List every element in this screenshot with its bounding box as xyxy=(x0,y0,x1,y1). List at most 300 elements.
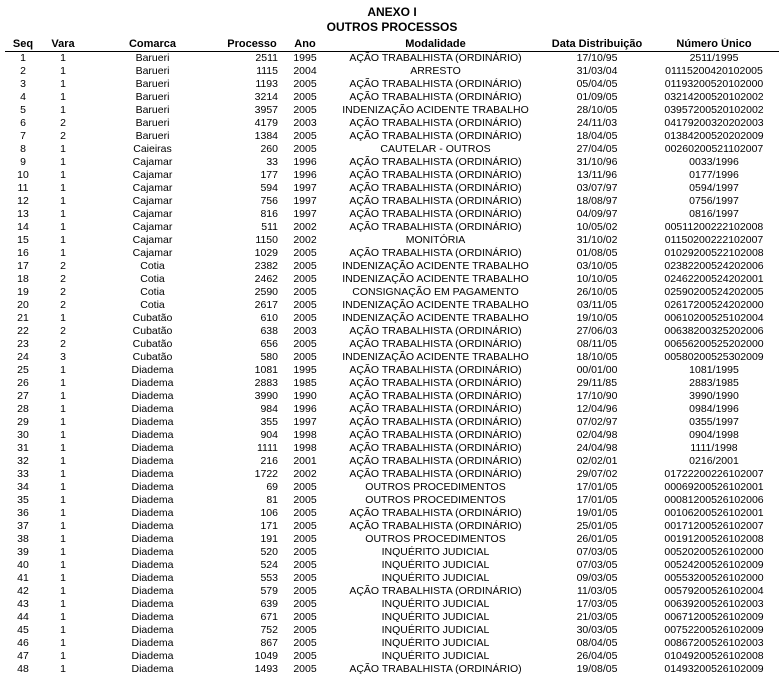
cell-ano: 2005 xyxy=(293,494,317,506)
header-processo: Processo xyxy=(220,38,284,52)
cell-vara: 1 xyxy=(60,221,66,233)
cell-vara: 1 xyxy=(60,442,66,454)
table-row xyxy=(5,208,779,221)
cell-modalidade: INDENIZAÇÃO ACIDENTE TRABALHO xyxy=(342,260,529,272)
cell-processo: 1493 xyxy=(254,663,278,675)
cell-vara: 1 xyxy=(60,195,66,207)
cell-vara: 1 xyxy=(60,520,66,532)
cell-ano: 2005 xyxy=(293,247,317,259)
cell-comarca: Diadema xyxy=(131,520,174,532)
cell-processo: 106 xyxy=(260,507,278,519)
cell-ano: 1985 xyxy=(293,377,317,389)
cell-comarca: Diadema xyxy=(131,624,174,636)
cell-numero-unico: 0594/1997 xyxy=(689,182,739,194)
header-vara: Vara xyxy=(41,38,85,52)
cell-seq: 8 xyxy=(20,143,26,155)
cell-processo: 1150 xyxy=(255,234,278,246)
cell-vara: 1 xyxy=(60,611,66,623)
cell-vara: 1 xyxy=(60,468,66,480)
cell-modalidade: AÇÃO TRABALHISTA (ORDINÁRIO) xyxy=(349,156,522,168)
table-row xyxy=(5,260,779,273)
cell-seq: 24 xyxy=(17,351,29,363)
cell-vara: 2 xyxy=(60,338,66,350)
cell-ano: 2005 xyxy=(293,533,317,545)
cell-numero-unico: 03214200520102002 xyxy=(664,91,764,103)
cell-modalidade: AÇÃO TRABALHISTA (ORDINÁRIO) xyxy=(349,117,522,129)
cell-data-distribuicao: 19/08/05 xyxy=(576,663,618,675)
cell-vara: 1 xyxy=(60,143,66,155)
cell-ano: 2005 xyxy=(293,104,317,116)
cell-seq: 47 xyxy=(17,650,29,662)
cell-comarca: Cotia xyxy=(140,260,165,272)
cell-data-distribuicao: 08/11/05 xyxy=(576,338,618,350)
cell-seq: 13 xyxy=(17,208,29,220)
cell-processo: 638 xyxy=(260,325,278,337)
cell-vara: 1 xyxy=(60,507,66,519)
header-ano: Ano xyxy=(284,38,326,52)
cell-ano: 1995 xyxy=(293,52,317,64)
cell-ano: 1996 xyxy=(293,403,317,415)
cell-data-distribuicao: 03/10/05 xyxy=(576,260,618,272)
table-row xyxy=(5,312,779,325)
cell-comarca: Cajamar xyxy=(132,156,173,168)
cell-comarca: Cajamar xyxy=(132,247,173,259)
table-row xyxy=(5,533,779,546)
cell-numero-unico: 04179200320202003 xyxy=(664,117,764,129)
cell-data-distribuicao: 05/04/05 xyxy=(576,78,618,90)
cell-seq: 10 xyxy=(17,169,29,181)
cell-ano: 2002 xyxy=(293,468,317,480)
cell-data-distribuicao: 28/10/05 xyxy=(576,104,618,116)
cell-processo: 904 xyxy=(260,429,278,441)
cell-comarca: Diadema xyxy=(131,507,174,519)
cell-numero-unico: 0904/1998 xyxy=(689,429,739,441)
cell-processo: 33 xyxy=(266,156,278,168)
cell-data-distribuicao: 29/07/02 xyxy=(576,468,618,480)
cell-numero-unico: 01049200526102008 xyxy=(664,650,764,662)
cell-numero-unico: 00610200525102004 xyxy=(664,312,764,324)
cell-seq: 29 xyxy=(17,416,29,428)
cell-processo: 553 xyxy=(260,572,278,584)
cell-vara: 2 xyxy=(60,325,66,337)
cell-comarca: Diadema xyxy=(131,416,174,428)
cell-processo: 81 xyxy=(266,494,278,506)
cell-processo: 579 xyxy=(260,585,278,597)
table-row xyxy=(5,494,779,507)
cell-processo: 656 xyxy=(260,338,278,350)
cell-data-distribuicao: 17/01/05 xyxy=(576,494,618,506)
cell-ano: 2005 xyxy=(293,598,317,610)
table-row xyxy=(5,624,779,637)
cell-numero-unico: 00579200526102004 xyxy=(664,585,764,597)
cell-vara: 1 xyxy=(60,455,66,467)
cell-processo: 2617 xyxy=(254,299,278,311)
cell-numero-unico: 01493200526102009 xyxy=(664,663,764,675)
cell-modalidade: INQUÉRITO JUDICIAL xyxy=(381,650,490,662)
cell-processo: 3957 xyxy=(254,104,278,116)
cell-seq: 30 xyxy=(17,429,29,441)
cell-seq: 36 xyxy=(17,507,29,519)
cell-data-distribuicao: 17/01/05 xyxy=(576,481,618,493)
cell-modalidade: AÇÃO TRABALHISTA (ORDINÁRIO) xyxy=(349,520,522,532)
table-row xyxy=(5,520,779,533)
cell-comarca: Barueri xyxy=(135,65,170,77)
cell-modalidade: INQUÉRITO JUDICIAL xyxy=(381,624,490,636)
cell-modalidade: INDENIZAÇÃO ACIDENTE TRABALHO xyxy=(342,273,529,285)
cell-ano: 2005 xyxy=(293,130,317,142)
cell-processo: 177 xyxy=(260,169,278,181)
cell-modalidade: AÇÃO TRABALHISTA (ORDINÁRIO) xyxy=(349,208,522,220)
cell-comarca: Barueri xyxy=(135,117,170,129)
cell-data-distribuicao: 07/02/97 xyxy=(576,416,618,428)
cell-processo: 3990 xyxy=(254,390,278,402)
cell-seq: 5 xyxy=(20,104,26,116)
cell-numero-unico: 00524200526102009 xyxy=(664,559,764,571)
cell-comarca: Diadema xyxy=(131,637,174,649)
table-row xyxy=(5,221,779,234)
cell-processo: 511 xyxy=(261,221,278,233)
cell-modalidade: AÇÃO TRABALHISTA (ORDINÁRIO) xyxy=(349,429,522,441)
cell-processo: 4179 xyxy=(254,117,278,129)
cell-numero-unico: 00191200526102008 xyxy=(664,533,764,545)
cell-numero-unico: 0756/1997 xyxy=(689,195,739,207)
cell-vara: 1 xyxy=(60,403,66,415)
cell-data-distribuicao: 10/05/02 xyxy=(576,221,618,233)
cell-processo: 594 xyxy=(260,182,278,194)
table-row xyxy=(5,546,779,559)
cell-ano: 1998 xyxy=(293,429,317,441)
table-header-row xyxy=(5,38,779,52)
cell-comarca: Caieiras xyxy=(133,143,172,155)
cell-seq: 28 xyxy=(17,403,29,415)
cell-numero-unico: 00171200526102007 xyxy=(664,520,764,532)
cell-ano: 2005 xyxy=(293,351,317,363)
cell-processo: 752 xyxy=(260,624,278,636)
cell-ano: 2004 xyxy=(293,65,317,77)
cell-data-distribuicao: 26/01/05 xyxy=(576,533,618,545)
cell-numero-unico: 00069200526102001 xyxy=(664,481,764,493)
cell-data-distribuicao: 17/10/90 xyxy=(576,390,618,402)
cell-numero-unico: 0355/1997 xyxy=(689,416,739,428)
cell-ano: 2005 xyxy=(293,624,317,636)
cell-comarca: Barueri xyxy=(135,52,170,64)
table-row xyxy=(5,234,779,247)
cell-seq: 19 xyxy=(17,286,29,298)
cell-processo: 671 xyxy=(260,611,278,623)
cell-numero-unico: 01384200520202009 xyxy=(664,130,764,142)
cell-modalidade: INQUÉRITO JUDICIAL xyxy=(381,598,490,610)
cell-comarca: Diadema xyxy=(131,663,174,675)
cell-vara: 1 xyxy=(60,182,66,194)
cell-data-distribuicao: 18/10/05 xyxy=(576,351,618,363)
cell-comarca: Cubatão xyxy=(132,312,173,324)
document-header xyxy=(0,5,784,35)
cell-vara: 1 xyxy=(60,78,66,90)
cell-numero-unico: 01150200222102007 xyxy=(664,234,764,246)
header-modalidade: Modalidade xyxy=(326,38,545,52)
table-row xyxy=(5,273,779,286)
cell-modalidade: AÇÃO TRABALHISTA (ORDINÁRIO) xyxy=(349,52,522,64)
cell-seq: 34 xyxy=(17,481,29,493)
cell-numero-unico: 0177/1996 xyxy=(689,169,739,181)
cell-modalidade: OUTROS PROCEDIMENTOS xyxy=(365,494,506,506)
cell-seq: 46 xyxy=(17,637,29,649)
cell-data-distribuicao: 21/03/05 xyxy=(576,611,618,623)
cell-vara: 1 xyxy=(60,390,66,402)
cell-vara: 1 xyxy=(60,637,66,649)
cell-numero-unico: 00638200325202006 xyxy=(664,325,764,337)
cell-vara: 1 xyxy=(60,416,66,428)
cell-seq: 3 xyxy=(20,78,26,90)
table-row xyxy=(5,91,779,104)
cell-processo: 639 xyxy=(260,598,278,610)
cell-vara: 1 xyxy=(60,494,66,506)
cell-data-distribuicao: 31/10/96 xyxy=(576,156,618,168)
cell-modalidade: AÇÃO TRABALHISTA (ORDINÁRIO) xyxy=(349,403,522,415)
cell-numero-unico: 00580200525302009 xyxy=(664,351,764,363)
cell-data-distribuicao: 03/11/05 xyxy=(576,299,618,311)
cell-comarca: Barueri xyxy=(135,130,170,142)
cell-data-distribuicao: 19/10/05 xyxy=(576,312,618,324)
cell-processo: 1193 xyxy=(255,78,278,90)
cell-ano: 2005 xyxy=(293,481,317,493)
cell-modalidade: AÇÃO TRABALHISTA (ORDINÁRIO) xyxy=(349,663,522,675)
cell-processo: 1384 xyxy=(254,130,278,142)
cell-comarca: Cubatão xyxy=(132,325,173,337)
cell-comarca: Diadema xyxy=(131,559,174,571)
cell-numero-unico: 00639200526102003 xyxy=(664,598,764,610)
cell-numero-unico: 00553200526102000 xyxy=(664,572,764,584)
cell-processo: 2883 xyxy=(254,377,278,389)
cell-ano: 2005 xyxy=(293,299,317,311)
cell-numero-unico: 00511200222102008 xyxy=(664,221,764,233)
cell-seq: 32 xyxy=(17,455,29,467)
cell-data-distribuicao: 24/11/03 xyxy=(576,117,618,129)
cell-modalidade: INQUÉRITO JUDICIAL xyxy=(381,559,490,571)
cell-comarca: Diadema xyxy=(131,403,174,415)
table-row xyxy=(5,195,779,208)
cell-comarca: Barueri xyxy=(135,78,170,90)
cell-seq: 35 xyxy=(17,494,29,506)
cell-vara: 1 xyxy=(60,247,66,259)
cell-ano: 2003 xyxy=(293,325,317,337)
cell-data-distribuicao: 10/10/05 xyxy=(576,273,618,285)
cell-seq: 38 xyxy=(17,533,29,545)
cell-ano: 2005 xyxy=(293,507,317,519)
cell-vara: 1 xyxy=(60,663,66,675)
cell-comarca: Barueri xyxy=(135,104,170,116)
cell-comarca: Diadema xyxy=(131,481,174,493)
table-row xyxy=(5,442,779,455)
cell-data-distribuicao: 17/03/05 xyxy=(576,598,618,610)
cell-vara: 1 xyxy=(60,533,66,545)
table-row xyxy=(5,429,779,442)
cell-modalidade: AÇÃO TRABALHISTA (ORDINÁRIO) xyxy=(349,78,522,90)
cell-processo: 580 xyxy=(260,351,278,363)
cell-ano: 2002 xyxy=(293,234,317,246)
cell-seq: 17 xyxy=(17,260,29,272)
cell-modalidade: INDENIZAÇÃO ACIDENTE TRABALHO xyxy=(342,312,529,324)
cell-modalidade: AÇÃO TRABALHISTA (ORDINÁRIO) xyxy=(349,416,522,428)
cell-modalidade: INQUÉRITO JUDICIAL xyxy=(381,611,490,623)
cell-processo: 984 xyxy=(260,403,278,415)
cell-modalidade: AÇÃO TRABALHISTA (ORDINÁRIO) xyxy=(349,169,522,181)
cell-vara: 1 xyxy=(60,481,66,493)
cell-seq: 25 xyxy=(17,364,29,376)
cell-modalidade: AÇÃO TRABALHISTA (ORDINÁRIO) xyxy=(349,442,522,454)
cell-numero-unico: 2511/1995 xyxy=(689,52,739,64)
table-row xyxy=(5,455,779,468)
cell-modalidade: AÇÃO TRABALHISTA (ORDINÁRIO) xyxy=(349,182,522,194)
cell-data-distribuicao: 26/04/05 xyxy=(576,650,618,662)
table-body xyxy=(5,52,779,677)
cell-processo: 2511 xyxy=(255,52,278,64)
table-row xyxy=(5,104,779,117)
cell-comarca: Diadema xyxy=(131,650,174,662)
cell-seq: 39 xyxy=(17,546,29,558)
cell-processo: 610 xyxy=(260,312,278,324)
cell-ano: 2005 xyxy=(293,611,317,623)
cell-ano: 2005 xyxy=(293,273,317,285)
cell-numero-unico: 00106200526102001 xyxy=(664,507,764,519)
cell-data-distribuicao: 18/08/97 xyxy=(576,195,618,207)
cell-vara: 1 xyxy=(60,598,66,610)
cell-data-distribuicao: 24/04/98 xyxy=(576,442,618,454)
cell-seq: 18 xyxy=(17,273,29,285)
cell-seq: 4 xyxy=(20,91,26,103)
cell-seq: 9 xyxy=(20,156,26,168)
cell-data-distribuicao: 13/11/96 xyxy=(576,169,618,181)
header-numero-unico: Número Único xyxy=(649,38,779,52)
cell-vara: 1 xyxy=(60,312,66,324)
cell-data-distribuicao: 03/07/97 xyxy=(576,182,618,194)
cell-ano: 1997 xyxy=(293,182,317,194)
cell-seq: 23 xyxy=(17,338,29,350)
table-row xyxy=(5,156,779,169)
cell-data-distribuicao: 00/01/00 xyxy=(576,364,618,376)
table-row xyxy=(5,143,779,156)
cell-modalidade: AÇÃO TRABALHISTA (ORDINÁRIO) xyxy=(349,507,522,519)
cell-modalidade: AÇÃO TRABALHISTA (ORDINÁRIO) xyxy=(349,130,522,142)
cell-seq: 27 xyxy=(17,390,29,402)
cell-data-distribuicao: 07/03/05 xyxy=(576,546,618,558)
cell-comarca: Diadema xyxy=(131,377,174,389)
cell-modalidade: AÇÃO TRABALHISTA (ORDINÁRIO) xyxy=(349,91,522,103)
cell-ano: 1997 xyxy=(293,416,317,428)
cell-seq: 26 xyxy=(17,377,29,389)
cell-modalidade: AÇÃO TRABALHISTA (ORDINÁRIO) xyxy=(349,195,522,207)
cell-data-distribuicao: 12/04/96 xyxy=(576,403,618,415)
cell-numero-unico: 01115200420102005 xyxy=(665,65,763,77)
cell-processo: 216 xyxy=(260,455,278,467)
table-row xyxy=(5,637,779,650)
cell-comarca: Cajamar xyxy=(132,208,173,220)
table-row xyxy=(5,78,779,91)
cell-seq: 33 xyxy=(17,468,29,480)
header-comarca: Comarca xyxy=(85,38,220,52)
cell-vara: 1 xyxy=(60,52,66,64)
cell-modalidade: AÇÃO TRABALHISTA (ORDINÁRIO) xyxy=(349,377,522,389)
cell-data-distribuicao: 27/04/05 xyxy=(576,143,618,155)
cell-data-distribuicao: 17/10/95 xyxy=(576,52,618,64)
cell-modalidade: AÇÃO TRABALHISTA (ORDINÁRIO) xyxy=(349,468,522,480)
cell-seq: 14 xyxy=(17,221,29,233)
cell-numero-unico: 01193200520102000 xyxy=(664,78,764,90)
cell-seq: 22 xyxy=(17,325,29,337)
cell-processo: 756 xyxy=(260,195,278,207)
cell-vara: 1 xyxy=(60,650,66,662)
cell-processo: 2382 xyxy=(254,260,278,272)
cell-vara: 1 xyxy=(60,91,66,103)
cell-seq: 43 xyxy=(17,598,29,610)
cell-comarca: Cajamar xyxy=(132,195,173,207)
cell-data-distribuicao: 01/09/05 xyxy=(576,91,618,103)
cell-ano: 2005 xyxy=(293,572,317,584)
cell-processo: 355 xyxy=(260,416,278,428)
cell-vara: 2 xyxy=(60,130,66,142)
cell-processo: 1029 xyxy=(254,247,278,259)
cell-numero-unico: 02590200524202005 xyxy=(664,286,764,298)
cell-numero-unico: 02462200524202001 xyxy=(664,273,764,285)
cell-numero-unico: 0033/1996 xyxy=(689,156,739,168)
cell-ano: 2001 xyxy=(293,455,317,467)
cell-numero-unico: 03957200520102002 xyxy=(664,104,764,116)
table-row xyxy=(5,325,779,338)
cell-modalidade: CAUTELAR - OUTROS xyxy=(380,143,491,155)
cell-numero-unico: 2883/1985 xyxy=(689,377,739,389)
cell-ano: 2005 xyxy=(293,260,317,272)
cell-processo: 1081 xyxy=(254,364,278,376)
table-row xyxy=(5,598,779,611)
cell-ano: 2005 xyxy=(293,520,317,532)
cell-numero-unico: 00867200526102003 xyxy=(664,637,764,649)
table-row xyxy=(5,65,779,78)
cell-seq: 21 xyxy=(17,312,29,324)
cell-comarca: Diadema xyxy=(131,611,174,623)
cell-ano: 2005 xyxy=(293,559,317,571)
cell-vara: 1 xyxy=(60,65,66,77)
cell-ano: 1995 xyxy=(293,364,317,376)
cell-seq: 48 xyxy=(17,663,29,675)
cell-processo: 520 xyxy=(260,546,278,558)
cell-vara: 2 xyxy=(60,299,66,311)
cell-numero-unico: 02617200524202000 xyxy=(664,299,764,311)
cell-numero-unico: 01029200522102008 xyxy=(664,247,764,259)
cell-numero-unico: 3990/1990 xyxy=(689,390,739,402)
cell-modalidade: AÇÃO TRABALHISTA (ORDINÁRIO) xyxy=(349,325,522,337)
cell-data-distribuicao: 11/03/05 xyxy=(576,585,618,597)
table-row xyxy=(5,130,779,143)
cell-modalidade: AÇÃO TRABALHISTA (ORDINÁRIO) xyxy=(349,455,522,467)
cell-ano: 1996 xyxy=(293,156,317,168)
cell-vara: 1 xyxy=(60,364,66,376)
cell-numero-unico: 0816/1997 xyxy=(689,208,739,220)
cell-comarca: Diadema xyxy=(131,572,174,584)
cell-numero-unico: 01722200226102007 xyxy=(664,468,764,480)
cell-data-distribuicao: 29/11/85 xyxy=(576,377,618,389)
table-row xyxy=(5,338,779,351)
header-data-distribuicao: Data Distribuição xyxy=(545,38,649,52)
cell-processo: 2590 xyxy=(254,286,278,298)
cell-data-distribuicao: 07/03/05 xyxy=(576,559,618,571)
document-subtitle: OUTROS PROCESSOS xyxy=(326,20,458,34)
cell-data-distribuicao: 19/01/05 xyxy=(576,507,618,519)
cell-comarca: Barueri xyxy=(135,91,170,103)
cell-vara: 1 xyxy=(60,572,66,584)
cell-ano: 1997 xyxy=(293,208,317,220)
cell-comarca: Diadema xyxy=(131,455,174,467)
cell-data-distribuicao: 01/08/05 xyxy=(576,247,618,259)
